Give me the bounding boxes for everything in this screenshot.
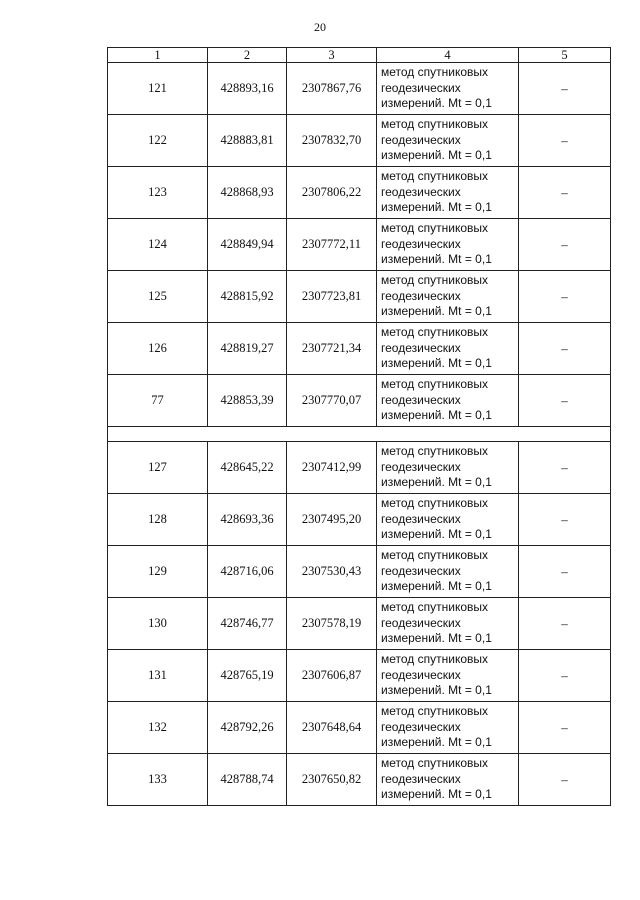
y-coordinate-cell: 2307723,81 (287, 271, 377, 323)
table-row (108, 115, 611, 167)
table-row (108, 754, 611, 806)
y-coordinate-cell: 2307867,76 (287, 63, 377, 115)
method-cell (377, 650, 519, 702)
page-number: 20 (314, 20, 326, 34)
method-cell (377, 494, 519, 546)
y-coordinate-cell: 2307772,11 (287, 219, 377, 271)
note-cell: – (519, 754, 611, 806)
method-line: геодезических (381, 459, 461, 474)
method-line: метод спутниковых (381, 496, 489, 511)
y-coordinate-cell: 2307770,07 (287, 375, 377, 427)
note-cell: – (519, 702, 611, 754)
method-cell (377, 375, 519, 427)
table-row (108, 323, 611, 375)
x-coordinate-cell: 428792,26 (208, 702, 287, 754)
method-line: измерений. Mt = 0,1 (381, 252, 492, 267)
method-line: измерений. Mt = 0,1 (381, 200, 492, 215)
point-number-cell: 122 (108, 115, 208, 167)
header-cell: 3 (287, 48, 377, 63)
y-coordinate-cell: 2307606,87 (287, 650, 377, 702)
header-cell: 1 (108, 48, 208, 63)
method-line: геодезических (381, 563, 461, 578)
point-number-cell: 126 (108, 323, 208, 375)
point-number-cell: 127 (108, 442, 208, 494)
method-line: метод спутниковых (381, 444, 489, 459)
method-cell (377, 598, 519, 650)
method-line: измерений. Mt = 0,1 (381, 631, 492, 646)
y-coordinate-cell: 2307495,20 (287, 494, 377, 546)
method-line: метод спутниковых (381, 65, 489, 80)
method-cell (377, 702, 519, 754)
point-number-cell: 125 (108, 271, 208, 323)
x-coordinate-cell: 428788,74 (208, 754, 287, 806)
method-cell (377, 115, 519, 167)
point-number-cell: 129 (108, 546, 208, 598)
x-coordinate-cell: 428716,06 (208, 546, 287, 598)
coordinates-table (107, 47, 611, 806)
note-cell: – (519, 546, 611, 598)
table-row (108, 650, 611, 702)
table-row (108, 219, 611, 271)
method-line: метод спутниковых (381, 221, 489, 236)
method-cell (377, 546, 519, 598)
table-row (108, 546, 611, 598)
point-number-cell: 123 (108, 167, 208, 219)
point-number-cell: 130 (108, 598, 208, 650)
point-number-cell: 128 (108, 494, 208, 546)
method-line: геодезических (381, 132, 461, 147)
x-coordinate-cell: 428853,39 (208, 375, 287, 427)
table-header-row (108, 48, 611, 63)
method-line: геодезических (381, 288, 461, 303)
method-line: метод спутниковых (381, 600, 489, 615)
note-cell: – (519, 494, 611, 546)
method-line: геодезических (381, 667, 461, 682)
method-cell (377, 271, 519, 323)
method-line: измерений. Mt = 0,1 (381, 579, 492, 594)
method-cell (377, 219, 519, 271)
method-line: метод спутниковых (381, 169, 489, 184)
table-row (108, 442, 611, 494)
table-row (108, 375, 611, 427)
method-line: геодезических (381, 236, 461, 251)
method-line: геодезических (381, 80, 461, 95)
note-cell: – (519, 650, 611, 702)
y-coordinate-cell: 2307806,22 (287, 167, 377, 219)
x-coordinate-cell: 428819,27 (208, 323, 287, 375)
method-line: метод спутниковых (381, 325, 489, 340)
separator-cell (108, 427, 611, 442)
method-line: измерений. Mt = 0,1 (381, 356, 492, 371)
y-coordinate-cell: 2307721,34 (287, 323, 377, 375)
table-row (108, 167, 611, 219)
method-line: геодезических (381, 392, 461, 407)
method-cell (377, 442, 519, 494)
note-cell: – (519, 598, 611, 650)
table-row (108, 63, 611, 115)
point-number-cell: 124 (108, 219, 208, 271)
table-body (108, 48, 611, 806)
x-coordinate-cell: 428746,77 (208, 598, 287, 650)
y-coordinate-cell: 2307530,43 (287, 546, 377, 598)
y-coordinate-cell: 2307832,70 (287, 115, 377, 167)
note-cell: – (519, 63, 611, 115)
method-line: метод спутниковых (381, 377, 489, 392)
point-number-cell: 131 (108, 650, 208, 702)
method-line: измерений. Mt = 0,1 (381, 735, 492, 750)
method-line: геодезических (381, 771, 461, 786)
method-line: метод спутниковых (381, 548, 489, 563)
note-cell: – (519, 442, 611, 494)
method-line: метод спутниковых (381, 704, 489, 719)
method-line: измерений. Mt = 0,1 (381, 683, 492, 698)
method-line: геодезических (381, 719, 461, 734)
note-cell: – (519, 219, 611, 271)
method-line: измерений. Mt = 0,1 (381, 96, 492, 111)
method-line: измерений. Mt = 0,1 (381, 408, 492, 423)
header-cell: 5 (519, 48, 611, 63)
method-line: метод спутниковых (381, 273, 489, 288)
x-coordinate-cell: 428765,19 (208, 650, 287, 702)
note-cell: – (519, 271, 611, 323)
y-coordinate-cell: 2307648,64 (287, 702, 377, 754)
table-row (108, 494, 611, 546)
method-line: геодезических (381, 184, 461, 199)
table-row (108, 702, 611, 754)
method-line: геодезических (381, 340, 461, 355)
x-coordinate-cell: 428693,36 (208, 494, 287, 546)
method-line: геодезических (381, 511, 461, 526)
method-line: метод спутниковых (381, 652, 489, 667)
note-cell: – (519, 323, 611, 375)
note-cell: – (519, 375, 611, 427)
table-row (108, 598, 611, 650)
method-line: измерений. Mt = 0,1 (381, 527, 492, 542)
x-coordinate-cell: 428849,94 (208, 219, 287, 271)
y-coordinate-cell: 2307412,99 (287, 442, 377, 494)
method-line: метод спутниковых (381, 117, 489, 132)
point-number-cell: 133 (108, 754, 208, 806)
method-line: измерений. Mt = 0,1 (381, 475, 492, 490)
y-coordinate-cell: 2307650,82 (287, 754, 377, 806)
y-coordinate-cell: 2307578,19 (287, 598, 377, 650)
group-separator-row (108, 427, 611, 442)
method-cell (377, 754, 519, 806)
method-cell (377, 167, 519, 219)
method-line: измерений. Mt = 0,1 (381, 304, 492, 319)
header-cell: 4 (377, 48, 519, 63)
point-number-cell: 132 (108, 702, 208, 754)
method-line: измерений. Mt = 0,1 (381, 787, 492, 802)
table-row (108, 271, 611, 323)
note-cell: – (519, 115, 611, 167)
point-number-cell: 121 (108, 63, 208, 115)
x-coordinate-cell: 428815,92 (208, 271, 287, 323)
header-cell: 2 (208, 48, 287, 63)
method-line: метод спутниковых (381, 756, 489, 771)
method-cell (377, 63, 519, 115)
method-cell (377, 323, 519, 375)
x-coordinate-cell: 428645,22 (208, 442, 287, 494)
x-coordinate-cell: 428883,81 (208, 115, 287, 167)
x-coordinate-cell: 428893,16 (208, 63, 287, 115)
note-cell: – (519, 167, 611, 219)
point-number-cell: 77 (108, 375, 208, 427)
method-line: измерений. Mt = 0,1 (381, 148, 492, 163)
method-line: геодезических (381, 615, 461, 630)
x-coordinate-cell: 428868,93 (208, 167, 287, 219)
